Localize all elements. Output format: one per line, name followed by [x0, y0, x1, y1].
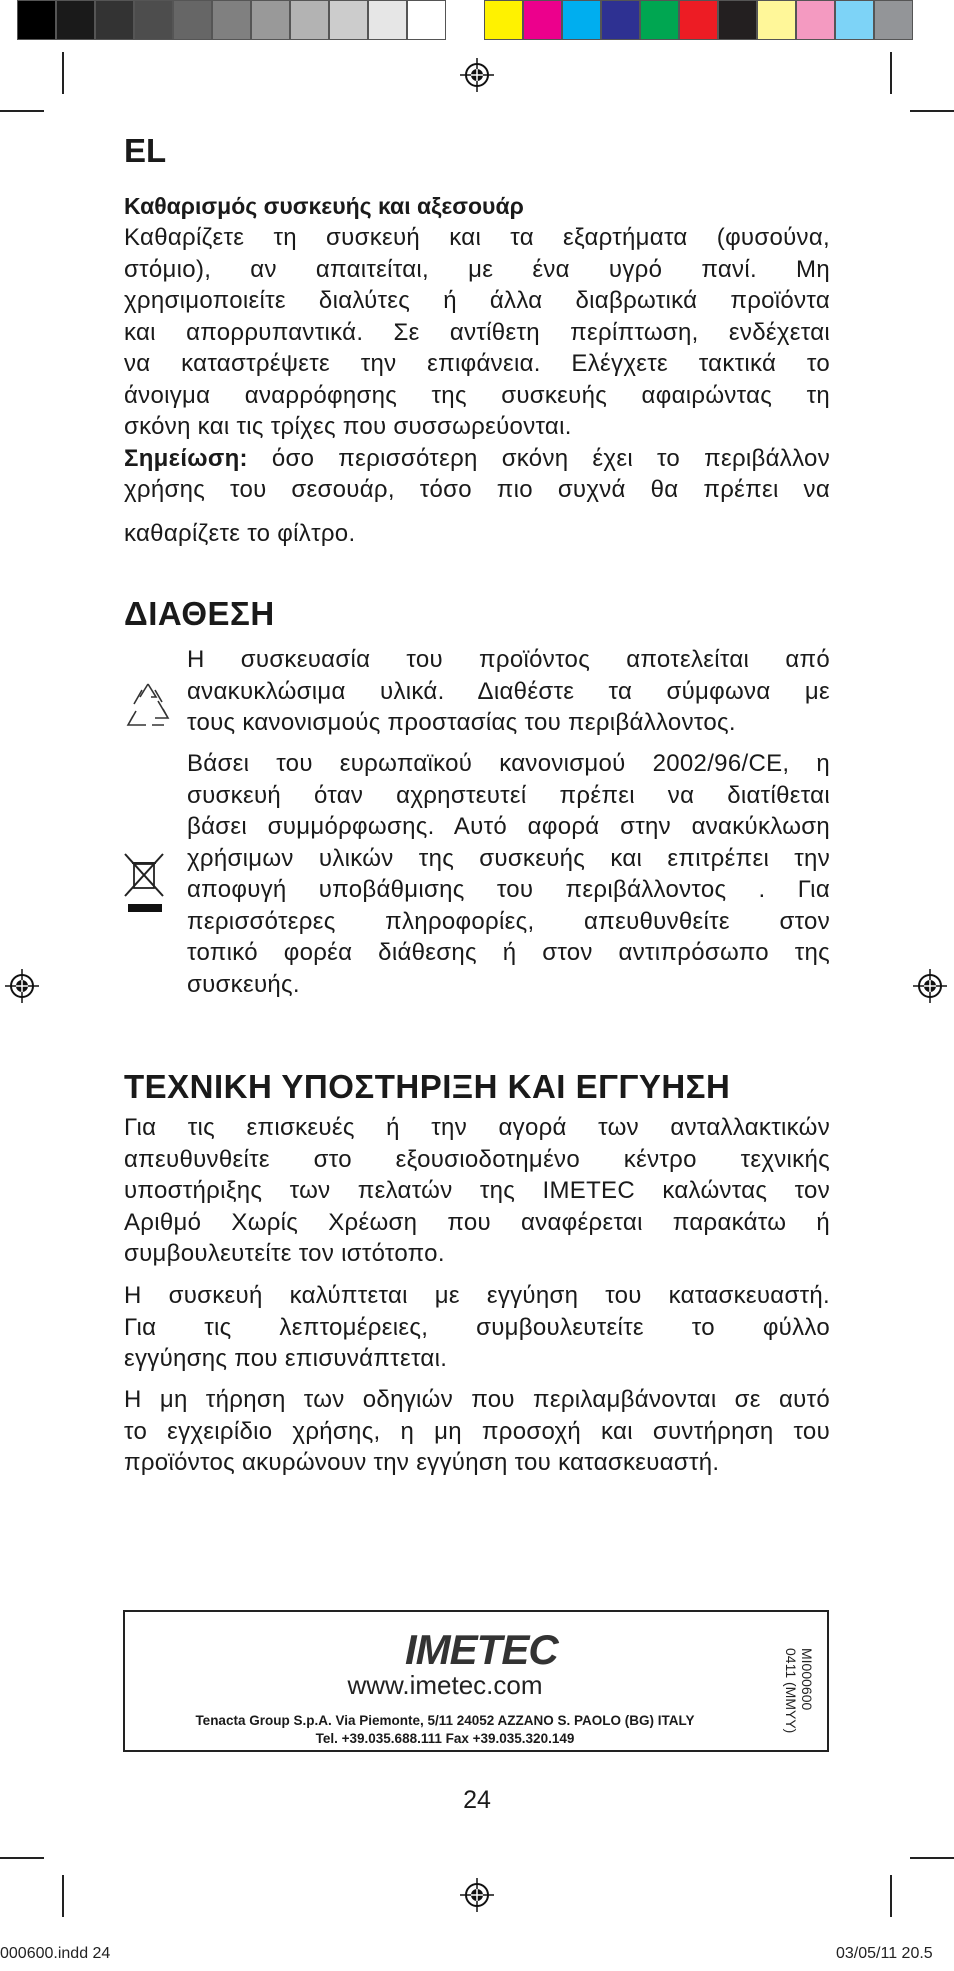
text-line: χρήσιμων υλικών της συσκευής και επιτρέπει την — [187, 844, 830, 872]
color-swatch — [874, 0, 913, 40]
cleaning-heading: Καθαρισμός συσκευής και αξεσουάρ — [124, 193, 524, 219]
color-swatch — [134, 0, 173, 40]
text-line: και απορρυπαντικά. Σε αντίθετη περίπτωση, ενδέχεται — [124, 318, 830, 346]
support-paragraph-warranty — [124, 1280, 830, 1375]
color-swatch — [407, 0, 446, 40]
text-line: Αριθμό Χωρίς Χρέωση που αναφέρεται παρακάτω ή — [124, 1208, 830, 1236]
color-calibration-bar-grayscale — [17, 0, 446, 44]
note-label: Σημείωση: — [124, 444, 248, 472]
text-line: περισσότερες πληροφορίες, απευθυνθείτε στον — [187, 907, 830, 935]
cleaning-section — [124, 190, 830, 549]
text-line: Η συσκευή καλύπτεται με εγγύηση του κατασκευαστή. — [124, 1282, 830, 1309]
phone-fax-line: Tel. +39.035.688.111 Fax +39.035.320.149 — [315, 1731, 575, 1746]
color-swatch — [290, 0, 329, 40]
document-code-number: MI000600 — [799, 1648, 815, 1711]
color-swatch — [251, 0, 290, 40]
disposal-heading: ΔΙΑΘΕΣΗ — [124, 595, 275, 632]
registration-mark-icon — [5, 969, 39, 1003]
manufacturer-info-box — [123, 1610, 829, 1752]
text-line: τοπικό φορέα διάθεσης ή στον αντιπρόσωπο της — [187, 939, 830, 966]
color-swatch — [484, 0, 523, 40]
address-line: Tenacta Group S.p.A. Via Piemonte, 5/11 24052 AZZANO S. PAOLO (BG) ITALY — [195, 1713, 695, 1728]
color-swatch — [562, 0, 601, 40]
color-swatch — [757, 0, 796, 40]
text-line: Βάσει του ευρωπαϊκού κανονισμού 2002/96/CE, η — [187, 750, 830, 777]
text-line: Για τις επισκευές ή την αγορά των ανταλλακτικών — [124, 1114, 830, 1141]
text-line: συσκευής. — [187, 970, 300, 998]
support-paragraph-void — [124, 1384, 830, 1479]
weee-disposal-text — [187, 748, 830, 1000]
crossed-out-bin-icon — [122, 852, 166, 916]
registration-mark-icon — [460, 1878, 494, 1912]
packaging-disposal-text — [187, 644, 830, 739]
slug-filename: 000600.indd 24 — [0, 1945, 111, 1962]
color-swatch — [796, 0, 835, 40]
company-address — [125, 1712, 765, 1748]
text-line: βάσει συμμόρφωσης. Αυτό αφορά στην ανακύκλωση — [187, 813, 830, 840]
color-swatch — [718, 0, 757, 40]
text-line: Καθαρίζετε τη συσκευή και τα εξαρτήματα (φυσούνα, — [124, 224, 830, 251]
text-line: υποστήριξης των πελατών της IMETEC καλώντας τον — [124, 1177, 830, 1204]
color-swatch — [368, 0, 407, 40]
color-swatch — [601, 0, 640, 40]
crop-mark — [910, 1857, 954, 1859]
color-swatch — [17, 0, 56, 40]
text-line: χρησιμοποιείτε διαλύτες ή άλλα διαβρωτικά προϊόντα — [124, 287, 830, 314]
slug-date: 03/05/11 20.5 — [836, 1945, 933, 1962]
support-heading: ΤΕΧΝΙΚΗ ΥΠΟΣΤΗΡΙΞΗ ΚΑΙ ΕΓΓΥΗΣΗ — [124, 1068, 731, 1105]
registration-mark-icon — [460, 58, 494, 92]
color-swatch — [329, 0, 368, 40]
text-line: απευθυνθείτε στο εξουσιοδοτημένο κέντρο τεχνικής — [124, 1145, 830, 1173]
color-swatch — [640, 0, 679, 40]
registration-mark-icon — [913, 969, 947, 1003]
crop-mark — [910, 110, 954, 112]
text-line: Η συσκευασία του προϊόντος αποτελείται από — [187, 646, 830, 673]
cleaning-body — [124, 222, 830, 443]
color-swatch — [835, 0, 874, 40]
crop-mark — [62, 1875, 64, 1917]
text-line: Η μη τήρηση των οδηγιών που περιλαμβάνονται σε αυτό — [124, 1386, 830, 1413]
text-line: συσκευή όταν αχρηστευτεί πρέπει να διατίθεται — [187, 781, 830, 809]
support-paragraph-repairs — [124, 1112, 830, 1270]
color-swatch — [523, 0, 562, 40]
color-swatch — [56, 0, 95, 40]
color-calibration-bar-color — [484, 0, 913, 44]
color-swatch — [679, 0, 718, 40]
imetec-logo: IMETEC — [405, 1626, 558, 1673]
website-url: www.imetec.com — [347, 1670, 543, 1700]
page-number: 24 — [463, 1786, 491, 1814]
language-code-heading: EL — [124, 132, 167, 169]
text-line: ανακυκλώσιμα υλικά. Διαθέστε τα σύμφωνα με — [187, 677, 830, 705]
text-line: τους κανονισμούς προστασίας του περιβάλλοντος. — [187, 709, 736, 736]
text-line: να καταστρέψετε την επιφάνεια. Ελέγχετε τακτικά το — [124, 350, 830, 377]
recycle-icon — [122, 680, 174, 730]
text-line: εγγύησης που επισυνάπτεται. — [124, 1345, 448, 1372]
crop-mark — [890, 52, 892, 94]
crop-mark — [0, 1857, 44, 1859]
document-code — [783, 1648, 815, 1733]
color-swatch — [173, 0, 212, 40]
crop-mark — [890, 1875, 892, 1917]
text-line: σκόνη και τις τρίχες που συσσωρεύονται. — [124, 413, 572, 440]
text-line: Για τις λεπτομέρειες, συμβουλευτείτε το φύλλο — [124, 1313, 830, 1341]
cleaning-note-line: χρήσης του σεσουάρ, τόσο πιο συχνά θα πρέπει να — [124, 476, 830, 503]
text-line: το εγχειρίδιο χρήσης, η μη προσοχή και συντήρηση του — [124, 1417, 830, 1445]
color-swatch — [212, 0, 251, 40]
cleaning-note-line — [124, 443, 830, 475]
document-code-date: 0411 (MMYY) — [783, 1648, 799, 1734]
cleaning-note-line: καθαρίζετε το φίλτρο. — [124, 519, 356, 547]
text-line: αποφυγή υποβάθμισης του περιβάλλοντος . Για — [187, 876, 830, 903]
text-line: άνοιγμα αναρρόφησης της συσκευής αφαιρώντας τη — [124, 381, 830, 409]
text-line: προϊόντος ακυρώνουν την εγγύηση του κατασκευαστή. — [124, 1449, 720, 1476]
note-text: όσο περισσότερη σκόνη έχει το περιβάλλον — [247, 444, 830, 472]
color-swatch — [95, 0, 134, 40]
crop-mark — [0, 110, 44, 112]
text-line: συμβουλευτείτε τον ιστότοπο. — [124, 1240, 445, 1267]
crop-mark — [62, 52, 64, 94]
text-line: στόμιο), αν απαιτείται, με ένα υγρό πανί. Μη — [124, 255, 830, 283]
